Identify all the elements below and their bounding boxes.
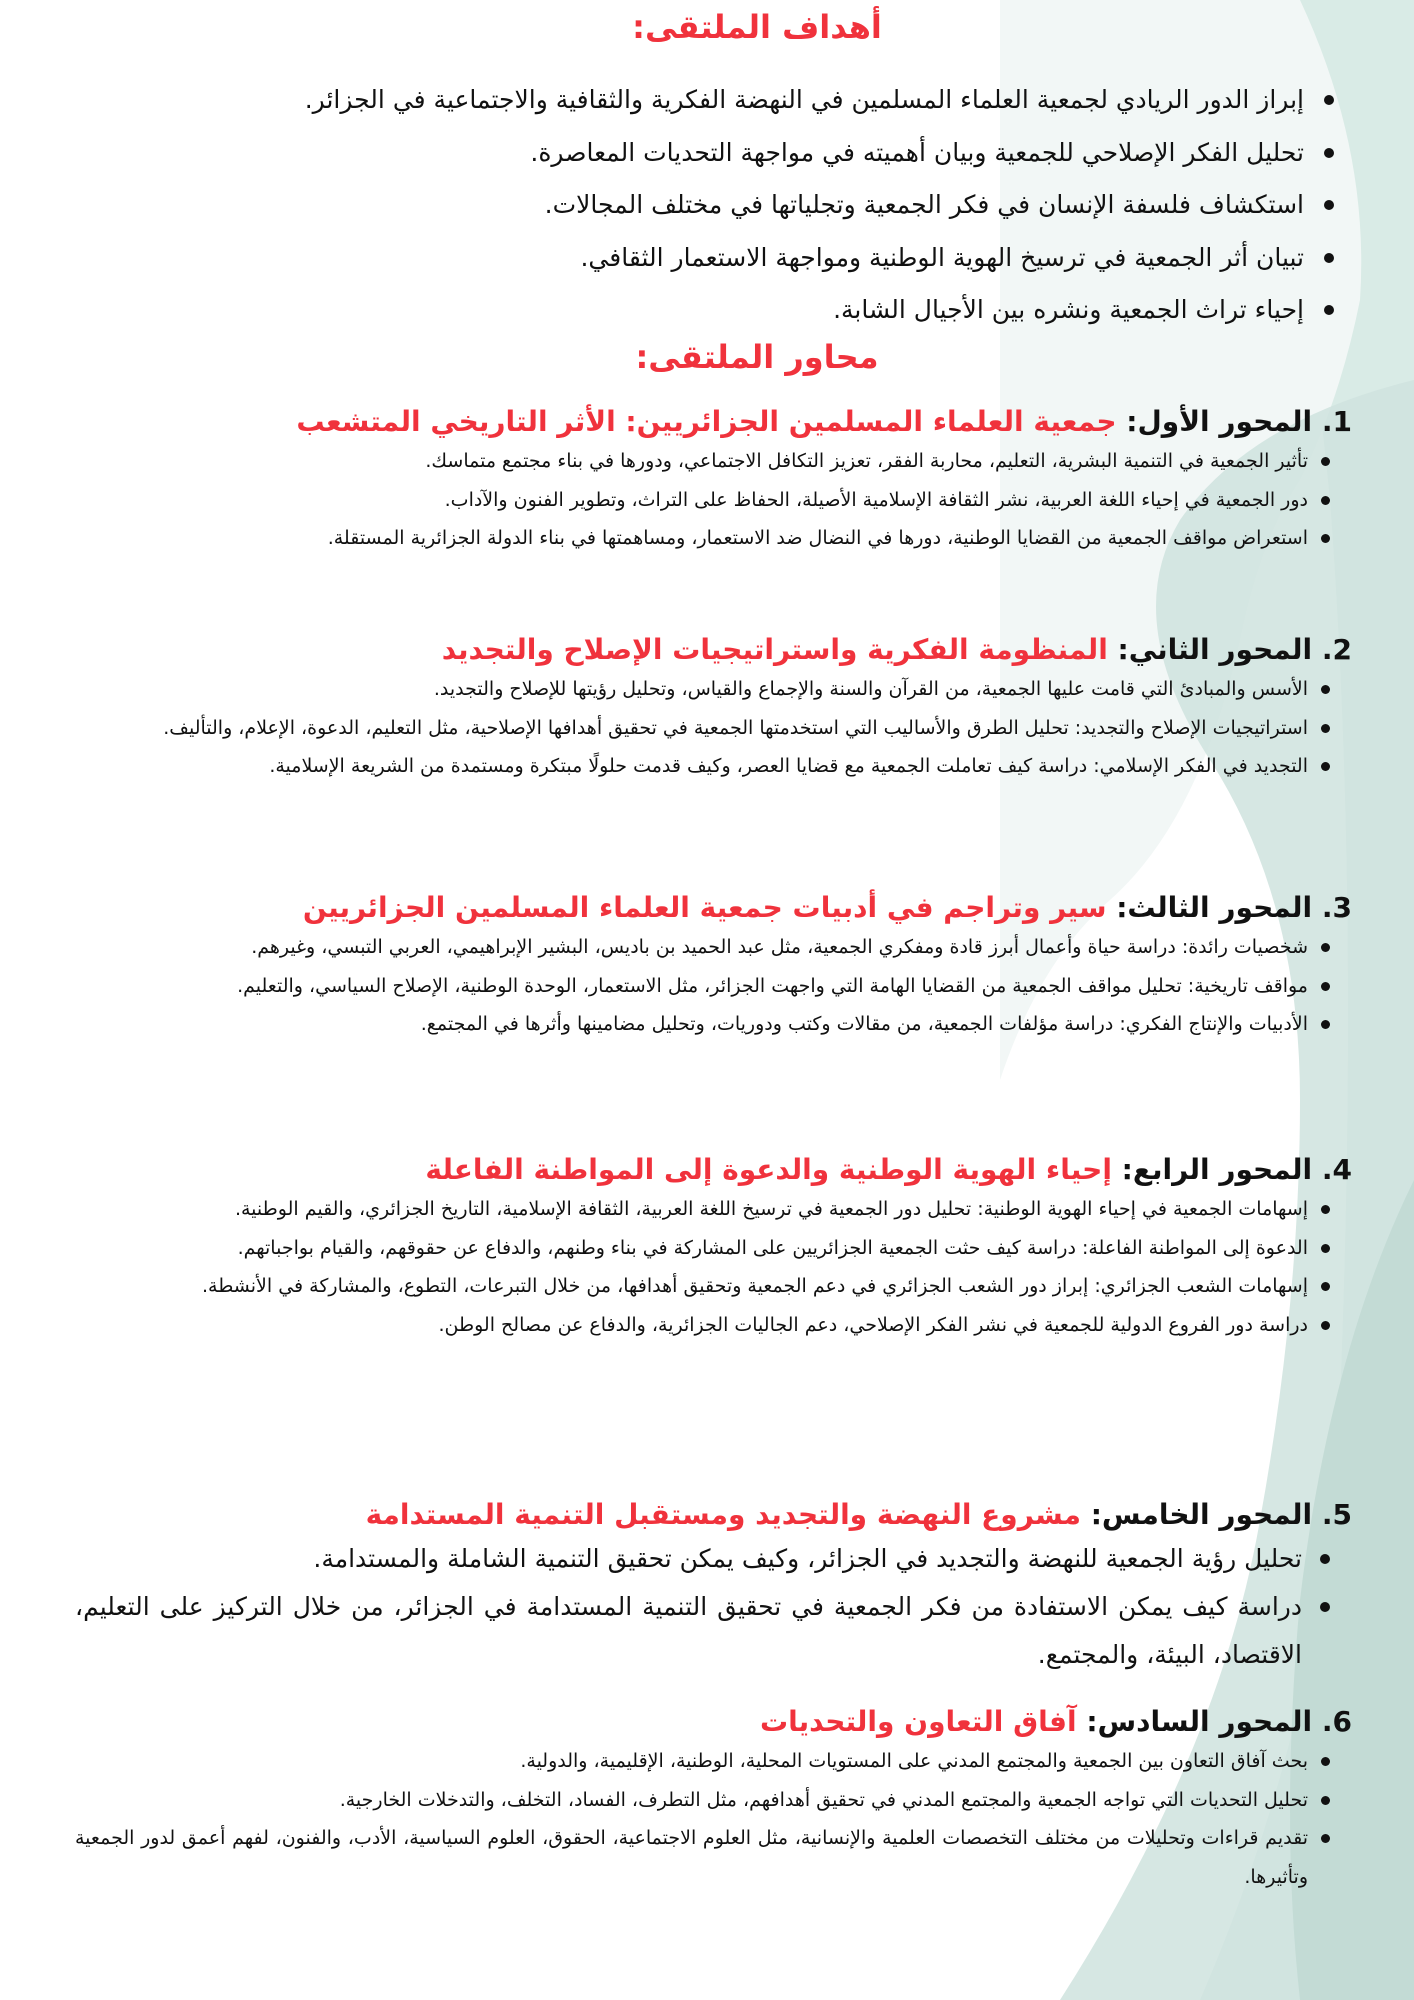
axis-point: تقديم قراءات وتحليلات من مختلف التخصصات العلمية والإنسانية، مثل العلوم الاجتماعية، الحقوق، العلوم السياسية، الأدب، والفنون، لفهم أعمق لدور الجمعية وتأثيرها. (75, 1819, 1330, 1896)
bullet-icon (1321, 685, 1330, 694)
bullet-icon (1321, 982, 1330, 991)
axis-points (30, 1190, 1330, 1344)
axis-point: تأثير الجمعية في التنمية البشرية، التعليم، محاربة الفقر، تعزيز التكافل الاجتماعي، ودورها في بناء مجتمع متماسك. (75, 442, 1330, 481)
axis-point: إسهامات الشعب الجزائري: إبراز دور الشعب الجزائري في دعم الجمعية وتحقيق أهدافها، من خلال التبرعات، التطوع، والمشاركة في الأنشطة. (75, 1267, 1330, 1306)
axis-5 (52, 1495, 1352, 1679)
axis-point: إسهامات الجمعية في إحياء الهوية الوطنية: تحليل دور الجمعية في ترسيخ اللغة العربية، الثقافة الإسلامية، التاريخ الجزائري، والقيم الوطنية. (75, 1190, 1330, 1229)
goal-item: تحليل الفكر الإصلاحي للجمعية وبيان أهميته في مواجهة التحديات المعاصرة. (34, 127, 1334, 180)
bullet-icon (1321, 534, 1330, 543)
axis-heading: 6. المحور السادس: آفاق التعاون والتحديات (759, 1705, 1352, 1738)
goal-item: إبراز الدور الريادي لجمعية العلماء المسلمين في النهضة الفكرية والثقافية والاجتماعية في الجزائر. (34, 74, 1334, 127)
axis-point: تحليل التحديات التي تواجه الجمعية والمجتمع المدني في تحقيق أهدافهم، مثل التطرف، الفساد، التخلف، والتدخلات الخارجية. (75, 1781, 1330, 1820)
axis-points (30, 442, 1330, 558)
bullet-icon (1324, 200, 1334, 210)
goal-item: تبيان أثر الجمعية في ترسيخ الهوية الوطنية ومواجهة الاستعمار الثقافي. (34, 232, 1334, 285)
bullet-icon (1321, 1757, 1330, 1766)
axis-point: تحليل رؤية الجمعية للنهضة والتجديد في الجزائر، وكيف يمكن تحقيق التنمية الشاملة والمستدامة. (75, 1535, 1330, 1583)
axis-points (30, 1535, 1330, 1679)
bullet-icon (1321, 724, 1330, 733)
axis-2 (52, 630, 1352, 786)
goal-item: استكشاف فلسفة الإنسان في فكر الجمعية وتجلياتها في مختلف المجالات. (34, 179, 1334, 232)
bullet-icon (1321, 1020, 1330, 1029)
bullet-icon (1320, 1554, 1330, 1564)
bullet-icon (1321, 762, 1330, 771)
bullet-icon (1321, 1205, 1330, 1214)
axis-point: استراتيجيات الإصلاح والتجديد: تحليل الطرق والأساليب التي استخدمتها الجمعية في تحقيق أهدافها الإصلاحية، مثل التعليم، الدعوة، الإعلام، والتأليف. (75, 709, 1330, 748)
bullet-icon (1324, 95, 1334, 105)
axis-point: مواقف تاريخية: تحليل مواقف الجمعية من القضايا الهامة التي واجهت الجزائر، مثل الاستعمار، الوحدة الوطنية، الإصلاح السياسي، والتعليم. (75, 967, 1330, 1006)
axis-point: بحث آفاق التعاون بين الجمعية والمجتمع المدني على المستويات المحلية، الوطنية، الإقليمية، والدولية. (75, 1742, 1330, 1781)
bullet-icon (1321, 1282, 1330, 1291)
axis-point: دراسة دور الفروع الدولية للجمعية في نشر الفكر الإصلاحي، دعم الجاليات الجزائرية، والدفاع عن مصالح الوطن. (75, 1306, 1330, 1345)
axis-points (30, 928, 1330, 1044)
bullet-icon (1321, 943, 1330, 952)
bullet-icon (1321, 1244, 1330, 1253)
bullet-icon (1321, 496, 1330, 505)
axis-6 (52, 1702, 1352, 1896)
bullet-icon (1320, 1602, 1330, 1612)
axis-4 (52, 1150, 1352, 1344)
bullet-icon (1324, 148, 1334, 158)
axis-point: شخصيات رائدة: دراسة حياة وأعمال أبرز قادة ومفكري الجمعية، مثل عبد الحميد بن باديس، البشير الإبراهيمي، العربي التبسي، وغيرهم. (75, 928, 1330, 967)
axis-point: الأدبيات والإنتاج الفكري: دراسة مؤلفات الجمعية، من مقالات وكتب ودوريات، وتحليل مضامينها وأثرها في المجتمع. (75, 1005, 1330, 1044)
axes-title: محاور الملتقى: (635, 338, 879, 376)
axis-points (30, 1742, 1330, 1896)
axis-point: التجديد في الفكر الإسلامي: دراسة كيف تعاملت الجمعية مع قضايا العصر، وكيف قدمت حلولًا مبتكرة ومستمدة من الشريعة الإسلامية. (75, 747, 1330, 786)
axis-heading: 1. المحور الأول: جمعية العلماء المسلمين الجزائريين: الأثر التاريخي المتشعب (296, 405, 1352, 438)
bullet-icon (1321, 1834, 1330, 1843)
bullet-icon (1324, 253, 1334, 263)
axis-heading: 4. المحور الرابع: إحياء الهوية الوطنية والدعوة إلى المواطنة الفاعلة (425, 1153, 1352, 1186)
bullet-icon (1321, 1796, 1330, 1805)
bullet-icon (1324, 305, 1334, 315)
axis-point: استعراض مواقف الجمعية من القضايا الوطنية، دورها في النضال ضد الاستعمار، ومساهمتها في بناء الدولة الجزائرية المستقلة. (75, 519, 1330, 558)
axis-3 (52, 888, 1352, 1044)
axis-point: دور الجمعية في إحياء اللغة العربية، نشر الثقافة الإسلامية الأصيلة، الحفاظ على التراث، وتطوير الفنون والآداب. (75, 481, 1330, 520)
axis-heading: 2. المحور الثاني: المنظومة الفكرية واستراتيجيات الإصلاح والتجديد (441, 633, 1352, 666)
axis-point: دراسة كيف يمكن الاستفادة من فكر الجمعية في تحقيق التنمية المستدامة في الجزائر، من خلال التركيز على التعليم، الاقتصاد، البيئة، والمجتمع. (75, 1583, 1330, 1679)
axis-1 (52, 402, 1352, 558)
goals-title: أهداف الملتقى: (632, 8, 882, 46)
axis-heading: 3. المحور الثالث: سير وتراجم في أدبيات جمعية العلماء المسلمين الجزائريين (302, 891, 1352, 924)
axis-heading: 5. المحور الخامس: مشروع النهضة والتجديد ومستقبل التنمية المستدامة (365, 1498, 1352, 1531)
goals-list (34, 74, 1334, 337)
bullet-icon (1321, 1321, 1330, 1330)
axis-point: الدعوة إلى المواطنة الفاعلة: دراسة كيف حثت الجمعية الجزائريين على المشاركة في بناء وطنهم، والدفاع عن حقوقهم، والقيام بواجباتهم. (75, 1229, 1330, 1268)
axis-point: الأسس والمبادئ التي قامت عليها الجمعية، من القرآن والسنة والإجماع والقياس، وتحليل رؤيتها للإصلاح والتجديد. (75, 670, 1330, 709)
bullet-icon (1321, 457, 1330, 466)
axis-points (30, 670, 1330, 786)
goal-item: إحياء تراث الجمعية ونشره بين الأجيال الشابة. (34, 284, 1334, 337)
